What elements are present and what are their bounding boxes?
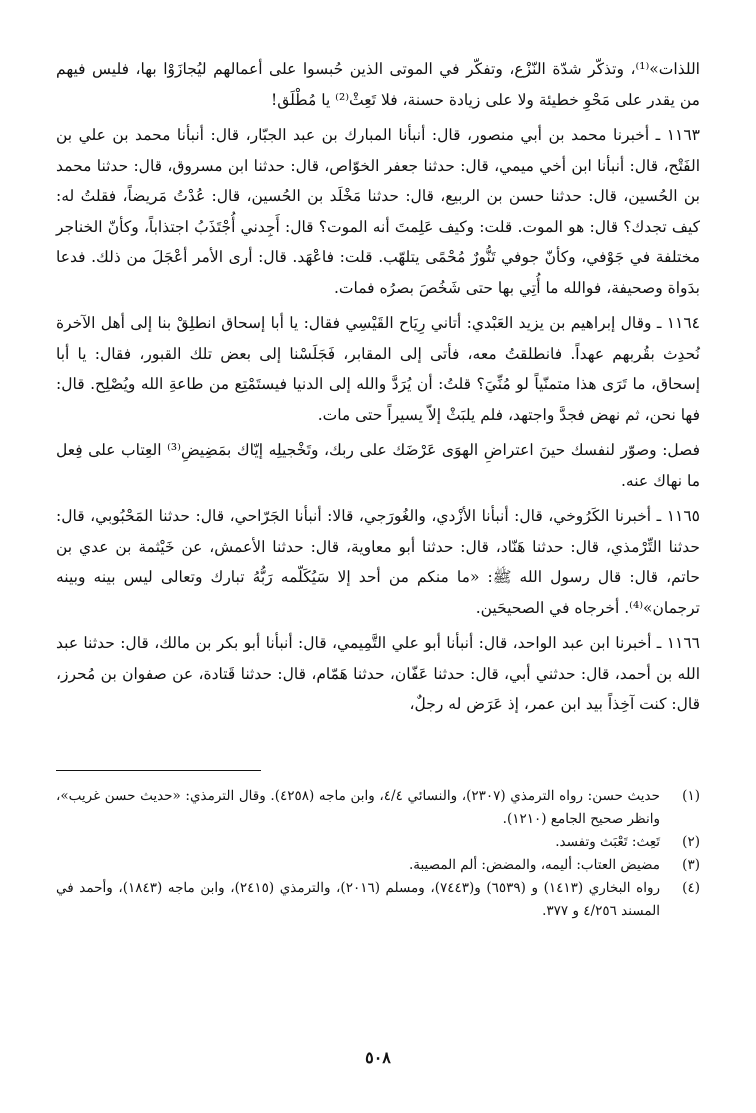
footnote-number: (٣) xyxy=(682,856,700,873)
footnote-text: مضيض العتاب: أليمه، والمضض: ألم المصيبة. xyxy=(408,856,660,873)
paragraph-fasl: فصل: وصوّر لنفسك حينَ اعتراضِ الهوَى عَرْضَك على ربك، وتَخْجيلِه إيّاك بمَضِيضِ⁽³⁾ العِتاب على فِعل ما نهاك عنه. xyxy=(56,441,701,490)
footnote-item xyxy=(56,831,700,854)
page-number: ٥٠٨ xyxy=(365,1048,391,1067)
footnote-item xyxy=(56,877,700,923)
paragraph-hadith-1163: ١١٦٣ ـ أخبرنا محمد بن أبي منصور، قال: أنبأنا المبارك بن عبد الجبّار، قال: أنبأنا محمد بن علي بن الفَتْح، قال: أنبأنا ابن أخي ميمي، قال: حدثنا جعفر الخوّاص، قال: حدثنا ابن مسروق، قال: حدثنا محمد بن الحُسين، قال: حدثنا حسن بن الربيع، قال: حدثنا مَخْلَد بن الحُسين، قال: عُدْتُ مَريضاً، فقلتُ له: كيف تجدك؟ قال: هو الموت. قلت: وكيف عَلِمتَ أنه الموت؟ قال: أَجِدني أُجْتَذَبُ اجتذاباً، وكأنّ الخناجر مختلفة في جَوْفي، وكأنّ جوفي تَنُّورٌ مُحْمًى يتلهّب. قلت: فاعْهَد. قال: أرى الأمر أعْجَلَ من ذلك. فدعا بدَواة وصحيفة، فوالله ما أُتِي بها حتى شَخُصَ بصرُه فمات. xyxy=(56,126,700,297)
footnote-item xyxy=(56,785,700,831)
footnote-item xyxy=(56,854,700,877)
footnote-number: (٤) xyxy=(682,879,700,896)
paragraph-intro-end: اللذات»⁽¹⁾، وتذكّر شدّة النّزْع، وتفكّر في الموتى الذين حُبسوا على أعمالهم ليُجازَوْا بها، فليس فيهم من يقدر على مَحْوِ خطيئة ولا على زيادة حسنة، فلا تَعِثْ⁽²⁾ يا مُطْلَق! xyxy=(56,60,700,109)
footnote-number: (٢) xyxy=(682,833,700,850)
paragraph-hadith-1165: ١١٦٥ ـ أخبرنا الكَرُوخي، قال: أنبأنا الأزْدي، والغُورَجي، قالا: أنبأنا الجَرّاحي، قال: حدثنا المَحْبُوبي، قال: حدثنا التِّرْمذي، قال: حدثنا هَنّاد، قال: حدثنا أبو معاوية، قال: حدثنا الأعمش، عن خَيْثمة بن عدي بن حاتم، قال: قال رسول الله ﷺ: «ما منكم من أحد إلا سَيُكَلّمه رَبُّهُ تبارك وتعالى ليس بينه وبينه ترجمان»⁽⁴⁾. أخرجاه في الصحيحَين. xyxy=(56,507,700,617)
footnotes xyxy=(56,785,700,923)
footnote-number: (١) xyxy=(682,787,700,804)
footnote-text: حديث حسن: رواه الترمذي (٢٣٠٧)، والنسائي ٤/٤، وابن ماجه (٤٢٥٨). وقال الترمذي: «حديث حسن غريب»، وانظر صحيح الجامع (١٢١٠). xyxy=(56,787,660,827)
footnote-divider xyxy=(56,770,261,771)
paragraph-hadith-1166: ١١٦٦ ـ أخبرنا ابن عبد الواحد، قال: أنبأنا أبو علي التَّمِيمي، قال: أنبأنا أبو بكر بن مالك، قال: حدثنا عبد الله بن أحمد، قال: حدثني أبي، قال: حدثنا عَفّان، حدثنا هَمّام، قال: حدثنا قَتادة، عن صفوان بن مُحرز، قال: كنت آخِذاً بيد ابن عمر، إذ عَرَض له رجلٌ، xyxy=(56,634,700,713)
paragraph-hadith-1164: ١١٦٤ ـ وقال إبراهيم بن يزيد العَبْدي: أتاني رِيَاح القَيْسِي فقال: يا أبا إسحاق انطلِقْ بنا إلى أهل الآخرة نُحدِث بقُربهم عهداً. فانطلقتُ معه، فأتى إلى المقابر، فَجَلَسْنا إلى بعض تلك القبور، فقال: يا أبا إسحاق، ما تَرَى هذا متمنّياً لو مُنِّيَ؟ قلتُ: أن يُرَدَّ والله إلى الدنيا فيستَمْتِع من طاعةِ الله ويُصْلِح. قال: فها نحن، ثم نهض فجدَّ واجتهد، فلم يلبَثْ إلاّ يسيراً حتى مات. xyxy=(56,314,700,424)
footnote-text: تَعِث: تَعْبَث وتفسد. xyxy=(555,833,660,850)
footnote-text: رواه البخاري (١٤١٣) و (٦٥٣٩) و(٧٤٤٣)، ومسلم (٢٠١٦)، والترمذي (٢٤١٥)، وابن ماجه (١٨٤٣)، وأحمد في المسند ٤/٢٥٦ و ٣٧٧. xyxy=(56,879,660,919)
